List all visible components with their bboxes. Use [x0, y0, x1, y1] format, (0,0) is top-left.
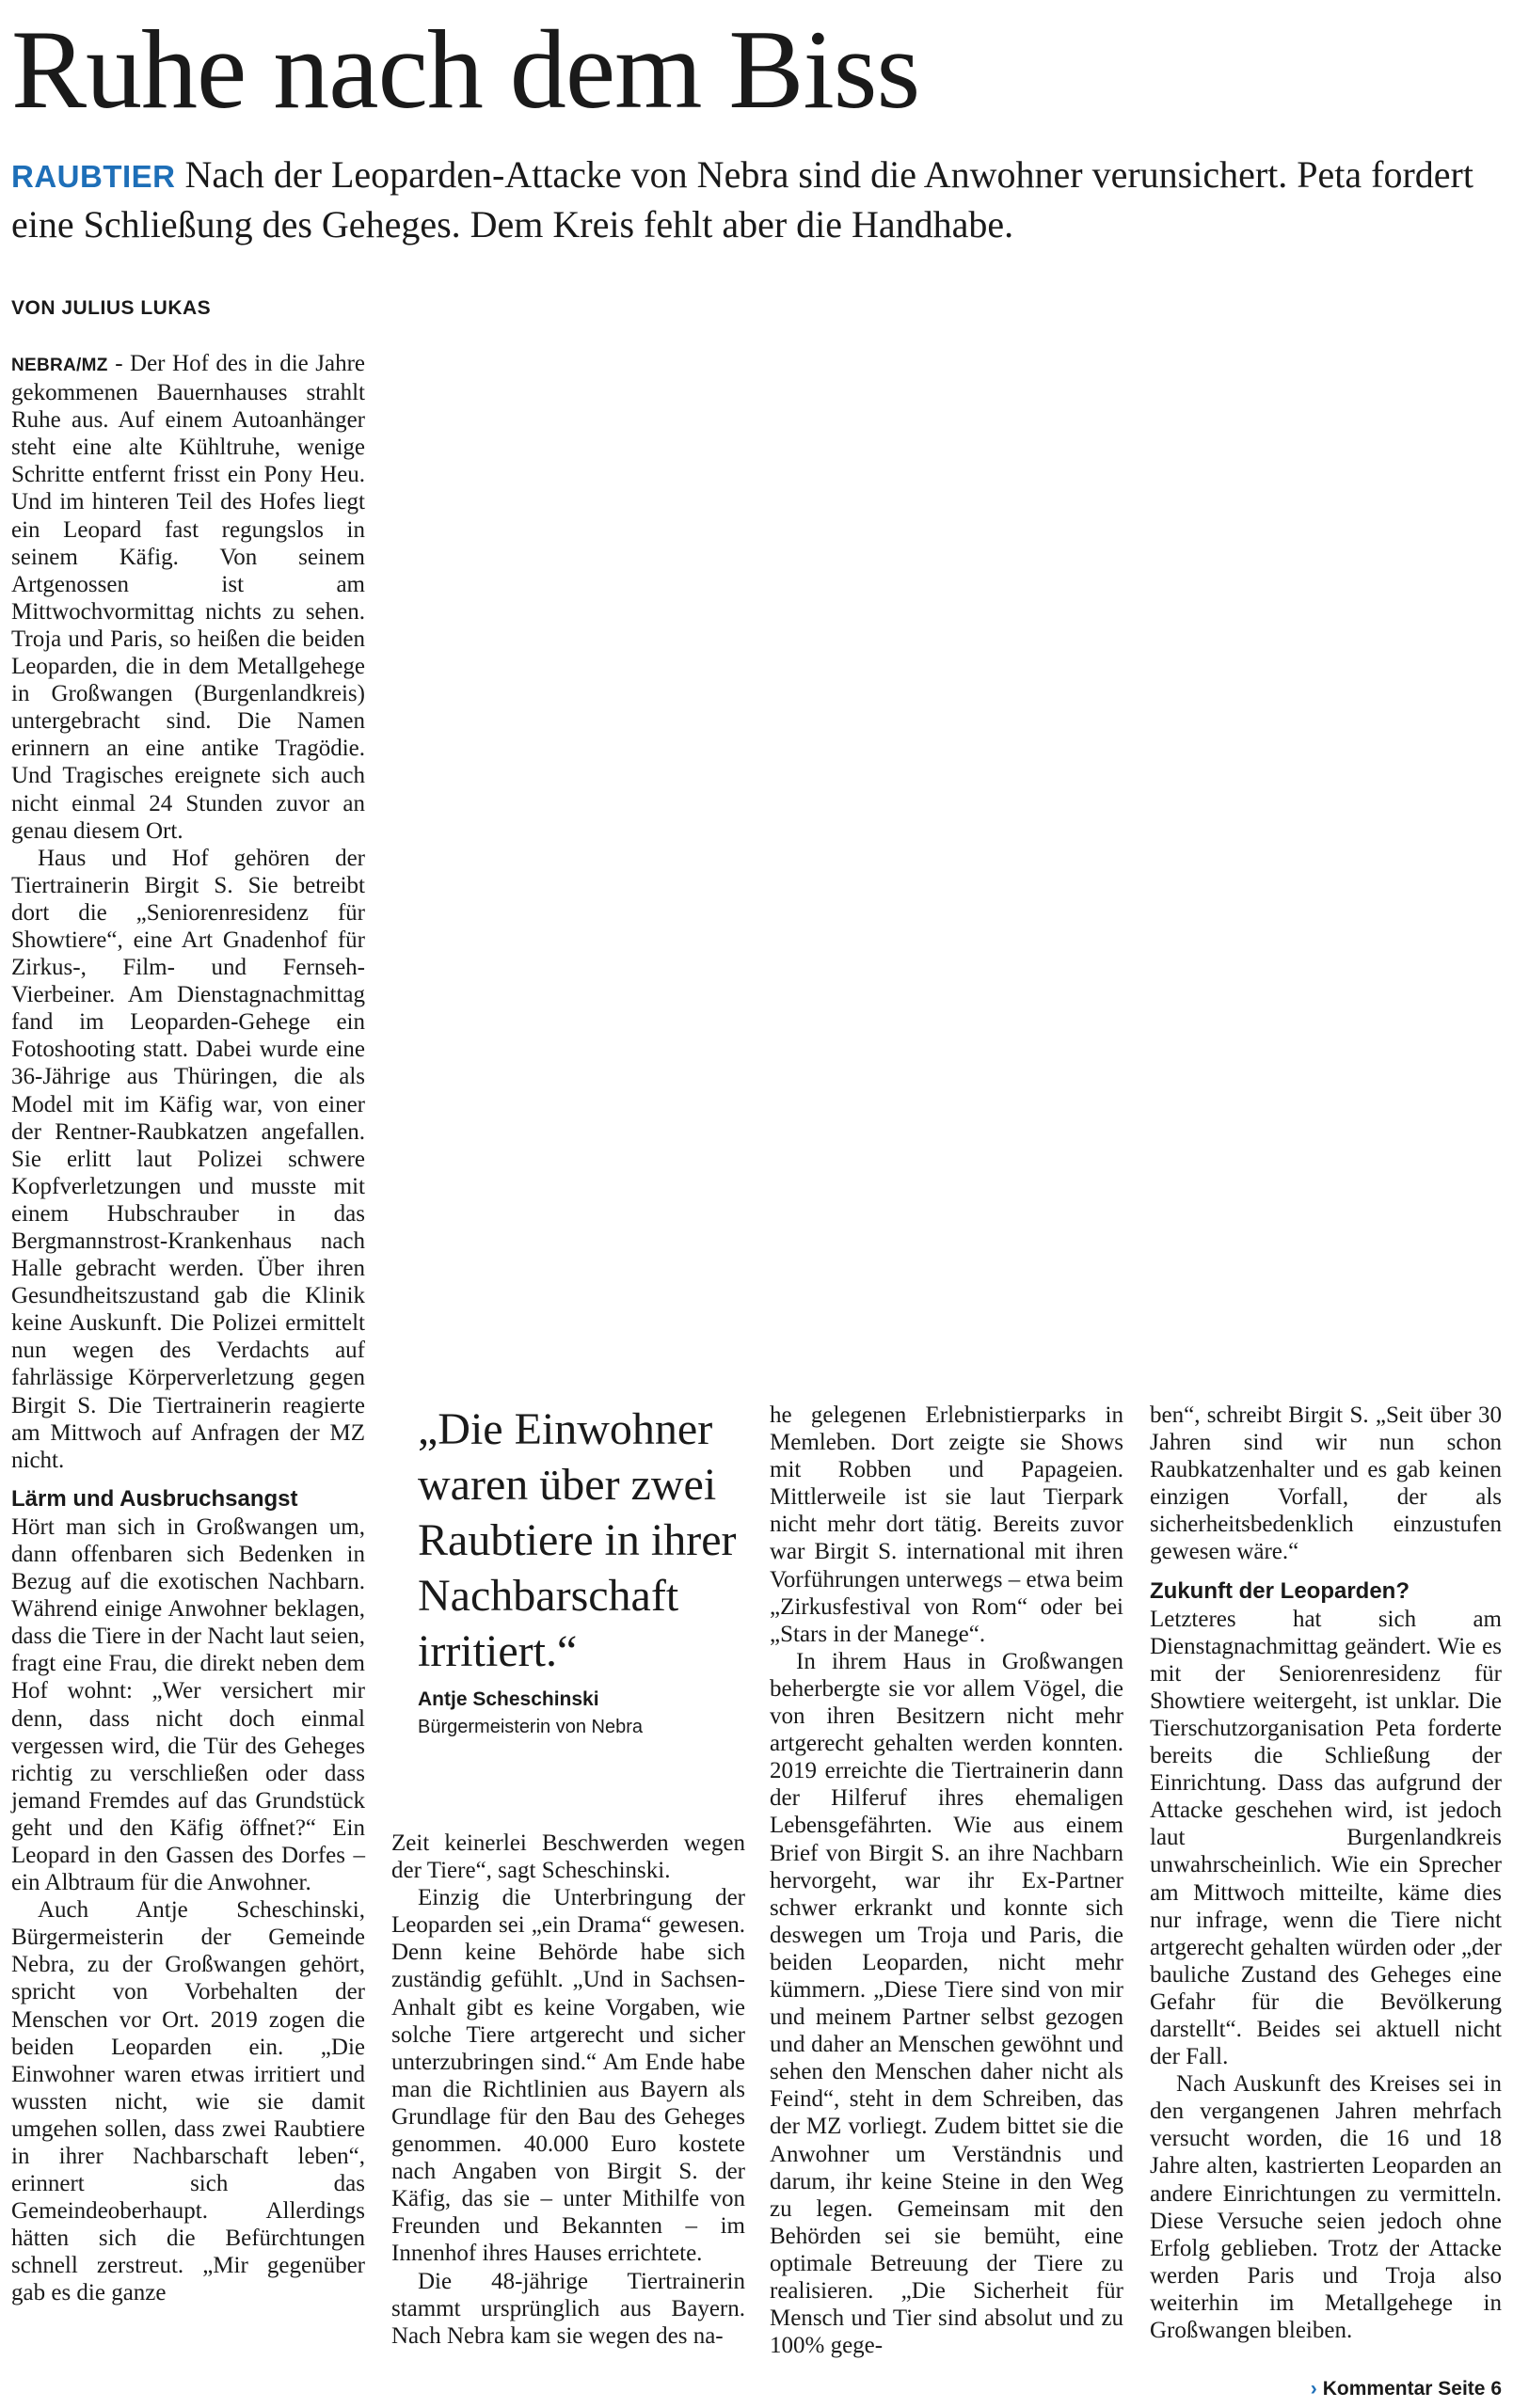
paragraph: Zeit keinerlei Beschwerden wegen der Tiere“, sagt Scheschinski.: [391, 1830, 745, 1884]
chevron-right-icon: ›: [1310, 2378, 1317, 2400]
page-reference: [1311, 2378, 1502, 2400]
paragraph: [11, 350, 365, 845]
paragraph: In ihrem Haus in Großwangen beherbergte sie vor allem Vögel, die von ihren Besitzern nicht mehr artgerecht gehalten werden konnten. 2019 erreichte die Tiertrainerin dann der Hilferuf ihres ehemaligen Lebensgefährten. Wie aus einem Brief von Birgit S. an ihre Nachbarn hervorgeht, war ihr Ex-Partner schwer erkrankt und konnte sich deswegen um Troja und Paris, die beiden Leoparden, nicht mehr kümmern. „Diese Tiere sind von mir und meinem Partner selbst gezogen und daher an Menschen gewöhnt und sehen den Menschen daher nicht als Feind“, steht in dem Schreiben, das der MZ vorliegt. Zudem bittet sie die Anwohner um Verständnis und darum, ihr keine Steine in den Weg zu legen. Gemeinsam mit den Behörden sei sie bemüht, eine optimale Betreuung der Tiere zu realisieren. „Die Sicherheit für Mensch und Tier sind absolut und zu 100% gege-: [770, 1648, 1123, 2359]
article-column-4: [1150, 1402, 1502, 2344]
paragraph: Letzteres hat sich am Dienstagnachmittag geändert. Wie es mit der Seniorenresidenz für Showtiere weitergeht, ist unklar. Die Tierschutzorganisation Peta forderte bereits die Schließung der Einrichtung. Dass das aufgrund der Attacke geschehen wird, ist jedoch laut Burgenlandkreis unwahrscheinlich. Wie ein Sprecher am Mittwoch mitteilte, käme dies nur infrage, wenn die Tiere nicht artgerecht gehalten würden oder „der bauliche Zustand des Geheges eine Gefahr für die Bevölkerung darstellt“. Beides sei aktuell nicht der Fall.: [1150, 1606, 1502, 2070]
paragraph: Die 48-jährige Tiertrainerin stammt ursprünglich aus Bayern. Nach Nebra kam sie wegen des na-: [391, 2268, 745, 2349]
paragraph: Nach Auskunft des Kreises sei in den vergangenen Jahren mehrfach versucht worden, die 16 und 18 Jahre alten, kastrierten Leoparden an andere Einrichtungen zu vermitteln. Diese Versuche seien jedoch ohne Erfolg geblieben. Trotz der Attacke werden Paris und Troja also weiterhin im Metallgehege in Großwangen bleiben.: [1150, 2071, 1502, 2343]
pull-quote-author: Antje Scheschinski: [418, 1688, 599, 1710]
article-column-3: [770, 1402, 1123, 2359]
article-column-2: [391, 1830, 745, 2350]
page-reference-text: Kommentar Seite 6: [1322, 2378, 1502, 2400]
pull-quote-text: „Die Einwohner waren über zwei Raubtiere in ihrer Nachbarschaft irritiert.“: [418, 1404, 737, 1676]
pull-quote: [418, 1402, 738, 1738]
headline: Ruhe nach dem Biss: [11, 7, 920, 132]
paragraph: Haus und Hof gehören der Tiertrainerin Birgit S. Sie betreibt dort die „Seniorenresidenz für Showtiere“, eine Art Gnadenhof für Zirkus-, Film- und Fernseh-Vierbeiner. Am Dienstagnachmittag fand im Leoparden-Gehege ein Fotoshooting statt. Dabei wurde eine 36-Jährige aus Thüringen, die als Model mit im Käfig war, von einer der Rentner-Raubkatzen angefallen. Sie erlitt laut Polizei schwere Kopfverletzungen und musste mit einem Hubschrauber in das Bergmannstrost-Krankenhaus nach Halle gebracht werden. Über ihren Gesundheitszustand gab die Klinik keine Auskunft. Die Polizei ermittelt nun wegen des Verdachts auf fahrlässige Körperverletzung gegen Birgit S. Die Tiertrainerin reagierte am Mittwoch auf Anfragen der MZ nicht.: [11, 845, 365, 1473]
deck: [11, 150, 1498, 248]
dateline: NEBRA/MZ: [11, 356, 108, 375]
byline: VON JULIUS LUKAS: [11, 297, 212, 319]
kicker: RAUBTIER: [11, 159, 176, 194]
paragraph: ben“, schreibt Birgit S. „Seit über 30 Jahren sind wir nun schon Raubkatzenhalter und es gab keinen einzigen Vorfall, der als sicherheitsbedenklich einzustufen gewesen wäre.“: [1150, 1402, 1502, 1565]
paragraph: Einzig die Unterbringung der Leoparden sei „ein Drama“ gewesen. Denn keine Behörde habe sich zuständig gefühlt. „Und in Sachsen-Anhalt gibt es keine Vorgaben, wie solche Tiere artgerecht und sicher unterzubringen sind.“ Am Ende habe man die Richtlinien aus Bayern als Grundlage für den Bau des Geheges genommen. 40.000 Euro kostete nach Angaben von Birgit S. der Käfig, das sie – unter Mithilfe von Freunden und Bekannten – im Innenhof ihres Hauses errichtete.: [391, 1885, 745, 2267]
paragraph-text: - Der Hof des in die Jahre gekommenen Bauernhauses strahlt Ruhe aus. Auf einem Autoanhänger steht eine alte Kühltruhe, wenige Schritte entfernt frisst ein Pony Heu. Und im hinteren Teil des Hofes liegt ein Leopard fast regungslos in seinem Käfig. Von seinem Artgenossen ist am Mittwochvormittag nichts zu sehen. Troja und Paris, so heißen die beiden Leoparden, die in dem Metallgehege in Großwangen (Burgenlandkreis) untergebracht sind. Die Namen erinnern an eine antike Tragödie. Und Tragisches ereignete sich auch nicht einmal 24 Stunden zuvor an genau diesem Ort.: [11, 351, 365, 844]
paragraph: Hört man sich in Großwangen um, dann offenbaren sich Bedenken in Bezug auf die exotischen Nachbarn. Während einige Anwohner beklagen, dass die Tiere in der Nacht laut seien, fragt eine Frau, die direkt neben dem Hof wohnt: „Wer versichert mir denn, dass nicht doch einmal vergessen wird, die Tür des Geheges richtig zu verschließen oder dass jemand Fremdes auf das Grundstück geht und den Käfig öffnet?“ Ein Leopard in den Gassen des Dorfes – ein Albtraum für die Anwohner.: [11, 1513, 365, 1896]
paragraph: Auch Antje Scheschinski, Bürgermeisterin der Gemeinde Nebra, zu der Großwangen gehört, spricht von Vorbehalten der Menschen vor Ort. 2019 zogen die beiden Leoparden ein. „Die Einwohner waren etwas irritiert und wussten nicht, wie sie damit umgehen sollen, dass zwei Raubtiere in ihrer Nachbarschaft leben“, erinnert sich das Gemeindeoberhaupt. Allerdings hätten sich die Befürchtungen schnell zerstreut. „Mir gegenüber gab es die ganze: [11, 1897, 365, 2306]
paragraph: he gelegenen Erlebnistierparks in Memleben. Dort zeigte sie Shows mit Robben und Papageien. Mittlerweile ist sie laut Tierpark nicht mehr dort tätig. Bereits zuvor war Birgit S. international mit ihren Vorführungen unterwegs – etwa beim „Zirkusfestival von Rom“ oder bei „Stars in der Manege“.: [770, 1402, 1123, 1647]
deck-text: Nach der Leoparden-Attacke von Nebra sind die Anwohner verunsichert. Peta fordert eine Schließung des Geheges. Dem Kreis fehlt aber die Handhabe.: [11, 153, 1473, 246]
pull-quote-role: Bürgermeisterin von Nebra: [418, 1717, 643, 1737]
subhead: Zukunft der Leoparden?: [1150, 1577, 1409, 1604]
article-column-1: [11, 350, 365, 2307]
subhead: Lärm und Ausbruchsangst: [11, 1485, 298, 1512]
